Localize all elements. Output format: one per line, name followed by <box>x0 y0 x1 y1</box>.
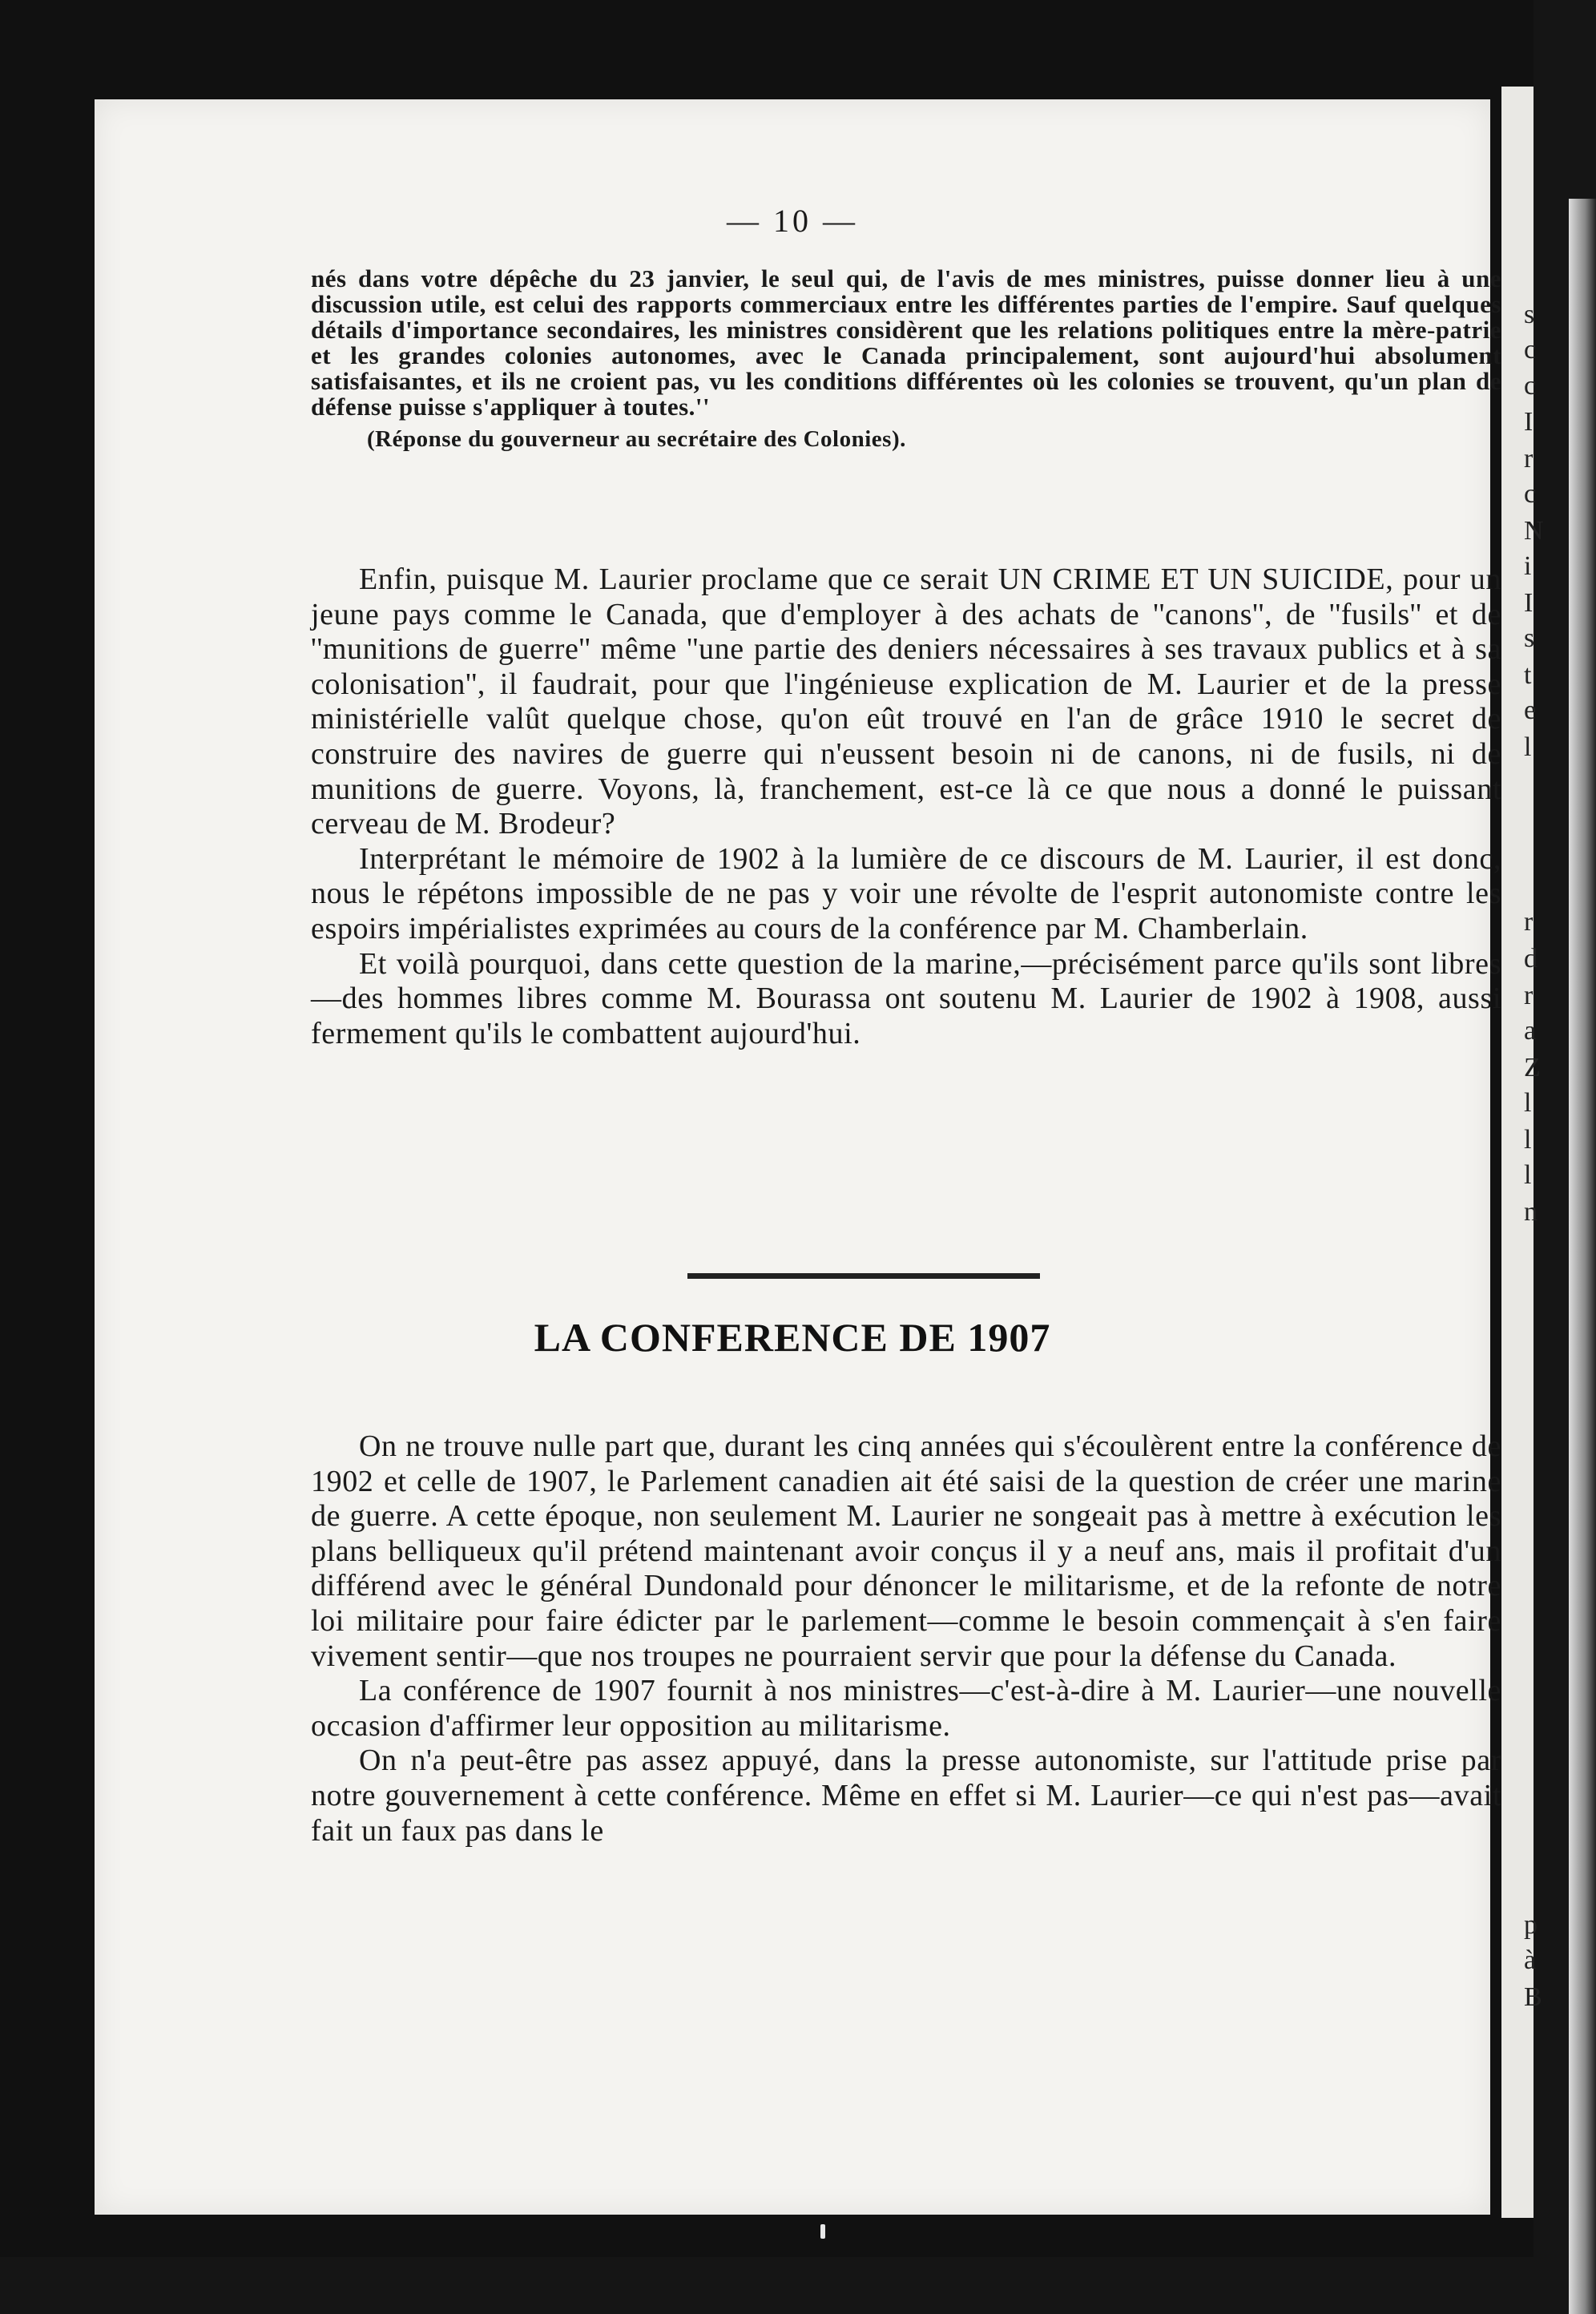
facing-page-letter: s <box>1524 300 1535 329</box>
facing-page-letter: I <box>1524 407 1534 437</box>
facing-page-letter: s <box>1524 623 1535 653</box>
facing-page-letter: l <box>1524 1125 1532 1155</box>
paragraph: La conférence de 1907 fournit à nos ministres—c'est-à-dire à M. Laurier—une nouvelle occasion d'affirmer leur opposition au militarisme. <box>311 1674 1501 1743</box>
facing-page-letter: c <box>1524 335 1537 365</box>
facing-page-letter: a <box>1524 1016 1537 1046</box>
section-divider <box>687 1273 1040 1279</box>
quote-source: (Réponse du gouverneur au secrétaire des Colonies). <box>367 426 906 452</box>
facing-page-letter: l <box>1524 1088 1532 1118</box>
page-gutter-shadow <box>1569 199 1596 2314</box>
facing-page-letter: Z <box>1524 1053 1541 1082</box>
facing-page-letter: d <box>1524 944 1538 974</box>
facing-page-letter: n <box>1524 1197 1538 1227</box>
facing-page-letter: t <box>1524 660 1532 690</box>
section-heading: LA CONFERENCE DE 1907 <box>534 1315 1051 1360</box>
facing-page-letter: r <box>1524 907 1534 937</box>
paragraph: Enfin, puisque M. Laurier proclame que ce serait UN CRIME ET UN SUICIDE, pour un jeune pays comme le Canada, que d'employer à des achats de ''canons'', de ''fusils'' et de ''munitions de guerre'' même ''une partie des deniers nécessaires à ses travaux publics et à sa colonisation'', il faudrait, pour que l'ingénieuse explication de M. Laurier et de la presse ministérielle valût quelque chose, qu'on eût trouvé en l'an de grâce 1910 le secret de construire des navires de guerre qui n'eussent besoin ni de canons, ni de fusils, ni de munitions de guerre. Voyons, là, franchement, est-ce là ce que nous a donné le puissant cerveau de M. Brodeur? <box>311 562 1501 841</box>
facing-page-letter: l <box>1524 732 1532 762</box>
paragraph: On n'a peut-être pas assez appuyé, dans la presse autonomiste, sur l'attitude prise par notre gouvernement à cette conférence. Même en effet si M. Laurier—ce qui n'est pas—avait fait un faux pas dans le <box>311 1744 1501 1848</box>
paragraph: Interprétant le mémoire de 1902 à la lumière de ce discours de M. Laurier, il est donc, nous le répétons impossible de ne pas y voir une révolte de l'esprit autonomiste contre les espoirs impérialistes exprimées au cours de la conférence par M. Chamberlain. <box>311 841 1501 945</box>
facing-page-letter: p <box>1524 1910 1538 1940</box>
document-page <box>95 99 1501 2215</box>
facing-page-letter: e <box>1524 695 1537 725</box>
facing-page-letter: à <box>1524 1945 1537 1975</box>
facing-page-edge <box>1501 87 1544 2218</box>
facing-page-letter: B <box>1524 1982 1542 2012</box>
paragraph: Et voilà pourquoi, dans cette question de la marine,—précisément parce qu'ils sont libres—des hommes libres comme M. Bourassa ont soutenu M. Laurier de 1902 à 1908, aussi fermement qu'ils le combattent aujourd'hui. <box>311 946 1501 1050</box>
scan-mark <box>820 2224 825 2239</box>
quote-text: nés dans votre dépêche du 23 janvier, le seul qui, de l'avis de mes ministres, puisse donner lieu à une discussion utile, est celui des rapports commerciaux entre les différentes parties de l'empire. Sauf quelques détails d'importance secondaires, les ministres considèrent que les relations politiques entre la mère-patrie et les grandes colonies autonomes, avec le Canada principalement, sont aujourd'hui absolument satisfaisantes, et ils ne croient pas, vu les conditions différentes où les colonies se trouvent, qu'un plan de défense puisse s'appliquer à toutes.'' <box>311 264 1501 421</box>
facing-page-letter: i <box>1524 551 1532 581</box>
facing-page-letter: l <box>1524 1160 1532 1190</box>
facing-page-letter: c <box>1524 371 1537 401</box>
paragraph: On ne trouve nulle part que, durant les cinq années qui s'écoulèrent entre la conférence de 1902 et celle de 1907, le Parlement canadien ait été saisi de la question de créer une marine de guerre. A cette époque, non seulement M. Laurier ne songeait pas à mettre à exécution les plans belliqueux qu'il prétend maintenant avoir conçus il y a neuf ans, mais il profitait d'un différend avec le général Dundonald pour dénoncer le militarisme, et de la refonte de notre loi militaire pour faire édicter par le parlement—comme le besoin commençait à s'en faire vivement sentir—que nos troupes ne pourraient servir que pour la défense du Canada. <box>311 1429 1501 1673</box>
facing-page-letter: r <box>1524 981 1534 1010</box>
body-section-1 <box>311 562 1501 1051</box>
facing-page-letter: r <box>1524 444 1534 474</box>
facing-page-letter: c <box>1524 479 1537 509</box>
facing-page-letter: N <box>1524 516 1544 546</box>
page-number: — 10 — <box>727 203 858 239</box>
body-section-2 <box>311 1429 1501 1848</box>
quoted-dispatch <box>311 266 1501 452</box>
facing-page-letter: I <box>1524 588 1534 618</box>
